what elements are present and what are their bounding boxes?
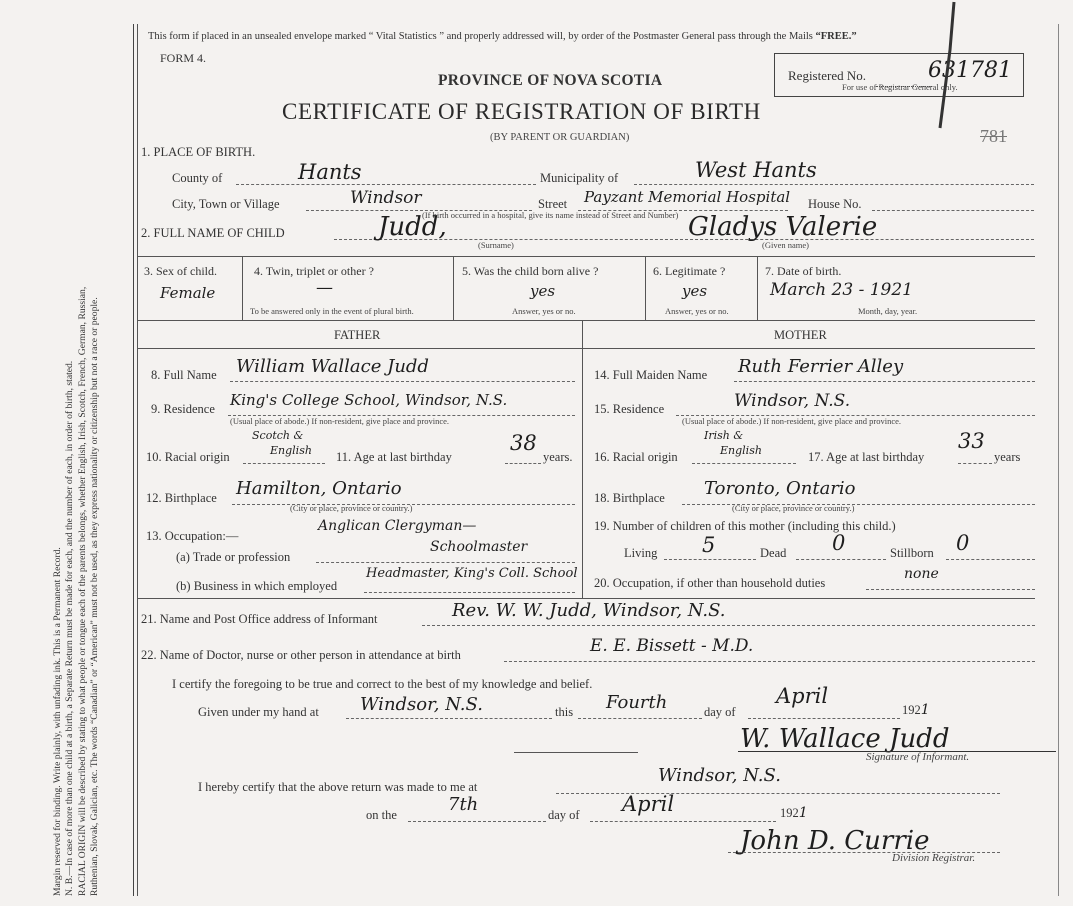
registered-number: 631781 xyxy=(928,58,1012,83)
mother-occupation-label: 20. Occupation, if other than household duties xyxy=(594,576,826,590)
certify-statement: I certify the foregoing to be true and correct to the best of my knowledge and belief. xyxy=(172,677,593,691)
mother-age-label: 17. Age at last birthday xyxy=(808,450,925,464)
father-birthplace-value: Hamilton, Ontario xyxy=(236,478,402,499)
mother-residence-note: (Usual place of abode.) If non-resident, give place and province. xyxy=(682,416,902,426)
father-occupation-label: 13. Occupation:— xyxy=(146,529,239,543)
registrar-year-suffix: 1 xyxy=(798,805,808,821)
registrar-day-of-label: day of xyxy=(548,808,580,822)
father-occupation-value-2: Schoolmaster xyxy=(430,539,528,555)
mother-residence-label: 15. Residence xyxy=(594,402,665,416)
twin-value: — xyxy=(316,278,333,298)
given-under-hand-label: Given under my hand at xyxy=(198,705,319,719)
certify-year-prefix: 192 xyxy=(902,703,921,717)
street-label: Street xyxy=(538,197,568,211)
sex-label: 3. Sex of child. xyxy=(144,264,217,278)
sex-value: Female xyxy=(160,284,216,302)
doctor-label: 22. Name of Doctor, nurse or other person in attendance at birth xyxy=(141,648,461,662)
division-registrar-label: Division Registrar. xyxy=(892,852,976,864)
mother-residence-value: Windsor, N.S. xyxy=(734,391,851,411)
registrar-place-value: Windsor, N.S. xyxy=(658,765,781,786)
father-name-value: William Wallace Judd xyxy=(236,356,429,377)
mother-racial-label: 16. Racial origin xyxy=(594,450,678,464)
living-value: 5 xyxy=(702,533,716,557)
father-racial-value-1: Scotch & xyxy=(252,429,304,442)
mother-children-label: 19. Number of children of this mother (including this child.) xyxy=(594,519,896,533)
certificate-subtitle: (BY PARENT OR GUARDIAN) xyxy=(490,132,630,143)
municipality-label: Municipality of xyxy=(540,171,619,185)
on-the-label: on the xyxy=(366,808,397,822)
place-of-birth-label: 1. PLACE OF BIRTH. xyxy=(141,145,256,159)
city-value: Windsor xyxy=(350,188,422,208)
free-label: “FREE.” xyxy=(815,31,857,42)
legitimate-label: 6. Legitimate ? xyxy=(653,264,726,278)
margin-note-3: RACIAL ORIGIN will be described by stating to what people or tongue each of the parents belongs, whether English, Irish, Scotch, French, German, Russian, xyxy=(76,286,88,896)
informant-label: 21. Name and Post Office address of Informant xyxy=(141,612,378,626)
mother-racial-value-1: Irish & xyxy=(704,429,744,442)
margin-note-2: N. B.—In case of more than one child at a birth, a Separate Return must be made for each, and the number of each, in order of birth, stated. xyxy=(64,360,76,896)
dead-label: Dead xyxy=(760,546,787,560)
father-business-value: Headmaster, King's Coll. School xyxy=(366,566,578,581)
county-value: Hants xyxy=(298,160,362,184)
certify-year xyxy=(902,702,930,718)
child-name-label: 2. FULL NAME OF CHILD xyxy=(141,226,285,240)
informant-signature: W. Wallace Judd xyxy=(740,724,950,754)
business-employed-label: (b) Business in which employed xyxy=(176,579,338,593)
stillborn-label: Stillborn xyxy=(890,546,934,560)
date-note: Month, day, year. xyxy=(858,306,918,316)
margin-note-1: Margin reserved for binding. Write plainly, with unfading ink. This is a Permanent Record. xyxy=(52,547,63,896)
child-given-name: Gladys Valerie xyxy=(688,212,878,242)
form-left-border-inner xyxy=(137,24,138,896)
house-label: House No. xyxy=(808,197,862,211)
father-heading: FATHER xyxy=(334,328,381,342)
father-racial-value-2: English xyxy=(270,444,312,457)
living-label: Living xyxy=(624,546,658,560)
date-value: March 23 - 1921 xyxy=(770,280,913,300)
mother-years-label: years xyxy=(994,450,1021,464)
trade-profession-label: (a) Trade or profession xyxy=(176,550,291,564)
father-birthplace-note: (City or place, province or country.) xyxy=(290,503,413,513)
mother-name-label: 14. Full Maiden Name xyxy=(594,368,708,382)
father-name-label: 8. Full Name xyxy=(151,368,217,382)
signature-informant-label: Signature of Informant. xyxy=(866,751,970,763)
dead-value: 0 xyxy=(832,531,846,555)
alive-label: 5. Was the child born alive ? xyxy=(462,264,599,278)
form-left-border xyxy=(133,24,134,896)
registrar-statement: I hereby certify that the above return was made to me at xyxy=(198,780,478,794)
registrar-year xyxy=(780,805,808,821)
given-name-label: (Given name) xyxy=(762,240,809,250)
informant-value: Rev. W. W. Judd, Windsor, N.S. xyxy=(452,600,726,621)
mother-birthplace-value: Toronto, Ontario xyxy=(704,478,856,499)
date-label: 7. Date of birth. xyxy=(765,264,842,278)
twin-note: To be answered only in the event of plural birth. xyxy=(250,306,414,316)
hospital-note: (If birth occurred in a hospital, give its name instead of Street and Number) xyxy=(422,210,679,220)
alive-value: yes xyxy=(530,282,556,300)
mother-age-value: 33 xyxy=(958,429,985,453)
form-right-border xyxy=(1058,24,1059,896)
street-value: Payzant Memorial Hospital xyxy=(584,188,791,206)
father-birthplace-label: 12. Birthplace xyxy=(146,491,217,505)
certify-month-value: April xyxy=(776,684,829,708)
municipality-value: West Hants xyxy=(695,158,817,182)
registered-note: For use of Registrar General only. xyxy=(842,82,958,92)
registrar-signature: John D. Currie xyxy=(740,826,930,856)
certify-day-of-label: day of xyxy=(704,705,736,719)
certify-place-value: Windsor, N.S. xyxy=(360,694,483,715)
legitimate-note: Answer, yes or no. xyxy=(665,306,729,316)
father-residence-value: King's College School, Windsor, N.S. xyxy=(230,391,508,409)
registrar-year-prefix: 192 xyxy=(780,806,799,820)
mother-heading: MOTHER xyxy=(774,328,827,342)
father-age-label: 11. Age at last birthday xyxy=(336,450,452,464)
stillborn-value: 0 xyxy=(956,531,970,555)
father-residence-label: 9. Residence xyxy=(151,402,215,416)
father-years-label: years. xyxy=(543,450,573,464)
county-label: County of xyxy=(172,171,223,185)
mother-occupation-value: none xyxy=(904,566,939,582)
mother-name-value: Ruth Ferrier Alley xyxy=(738,356,904,377)
legitimate-value: yes xyxy=(682,282,708,300)
child-surname: Judd, xyxy=(378,212,447,242)
twin-label: 4. Twin, triplet or other ? xyxy=(254,264,374,278)
certify-day-value: Fourth xyxy=(606,692,668,713)
crossed-number: 781 xyxy=(980,126,1007,146)
father-occupation-value-1: Anglican Clergyman— xyxy=(318,518,477,534)
postal-note: This form if placed in an unsealed envelope marked “ Vital Statistics ” and properly addressed will, by order of the Postmaster General pass through the Mails “FREE.” xyxy=(148,31,857,42)
mother-birthplace-label: 18. Birthplace xyxy=(594,491,665,505)
doctor-value: E. E. Bissett - M.D. xyxy=(590,636,754,656)
certify-year-suffix: 1 xyxy=(920,702,930,718)
registry-stroke-mark xyxy=(920,0,960,140)
mother-birthplace-note: (City or place, province or country.) xyxy=(732,503,855,513)
margin-note-4: Ruthenian, Slovak, Galician, etc. The words “Canadian” or “American” must not be used, as they express nationality or citizenship but not a race or people. xyxy=(89,297,101,896)
surname-label: (Surname) xyxy=(478,240,514,250)
this-label: this xyxy=(555,705,574,719)
father-residence-note: (Usual place of abode.) If non-resident, give place and province. xyxy=(230,416,450,426)
alive-note: Answer, yes or no. xyxy=(512,306,576,316)
parents-divider xyxy=(582,320,583,598)
mother-racial-value-2: English xyxy=(720,444,762,457)
margin-notes xyxy=(52,16,132,896)
father-age-value: 38 xyxy=(510,431,537,455)
certificate-title: CERTIFICATE OF REGISTRATION OF BIRTH xyxy=(282,99,761,124)
registrar-day-value: 7th xyxy=(448,794,479,815)
registrar-month-value: April xyxy=(622,792,675,816)
form-number: FORM 4. xyxy=(160,51,207,65)
father-racial-label: 10. Racial origin xyxy=(146,450,230,464)
registered-label: Registered No. xyxy=(788,68,866,83)
city-label: City, Town or Village xyxy=(172,197,280,211)
province-heading: PROVINCE OF NOVA SCOTIA xyxy=(438,72,663,89)
